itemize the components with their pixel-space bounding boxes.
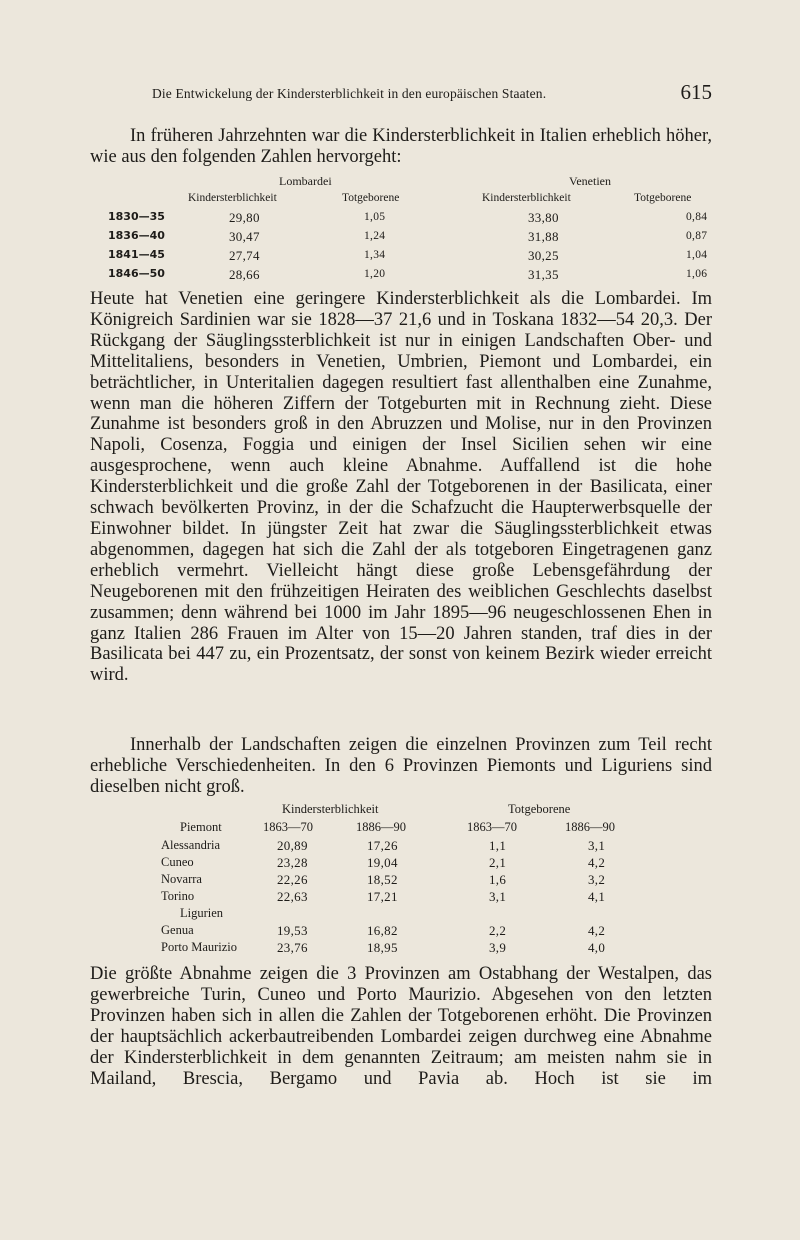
table-column-header: Totgeborene	[342, 192, 400, 204]
table-cell: 0,87	[686, 230, 708, 242]
table-lombardei-venetien	[0, 0, 800, 280]
table-cell: 1,05	[364, 211, 386, 223]
table-cell: 4,2	[588, 855, 606, 870]
table-column-header: 1886—90	[356, 820, 406, 834]
table-column-header: Kindersterblichkeit	[482, 192, 571, 204]
table-row-label: Genua	[161, 923, 194, 937]
table-cell: 4,2	[588, 923, 606, 938]
table-cell: 30,47	[229, 229, 260, 244]
table-cell: 28,66	[229, 267, 260, 282]
table-column-header: 1863—70	[263, 820, 313, 834]
table-cell: 22,26	[277, 872, 308, 887]
table-group-header: Lombardei	[279, 174, 332, 188]
table-column-header: Totgeborene	[634, 192, 692, 204]
table-cell: 1,6	[489, 872, 507, 887]
table-cell: 0,84	[686, 211, 708, 223]
table-group-header: Venetien	[569, 174, 611, 188]
table-cell: 3,2	[588, 872, 606, 887]
table-cell: 17,26	[367, 838, 398, 853]
table-cell: 27,74	[229, 248, 260, 263]
table-row-label: 1830—35	[108, 210, 165, 223]
table-cell: 1,1	[489, 838, 507, 853]
table-group-header: Kindersterblichkeit	[282, 802, 379, 816]
table-row-label: Alessandria	[161, 838, 221, 852]
table-row-label: Porto Maurizio	[161, 940, 238, 954]
table-region-header: Ligurien	[180, 906, 224, 920]
table-cell: 20,89	[277, 838, 308, 853]
table-row-label: 1841—45	[108, 248, 165, 261]
table-row-label: 1836—40	[108, 229, 165, 242]
table-group-header: Totgeborene	[508, 802, 571, 816]
body-paragraph: Heute hat Venetien eine geringere Kindersterblichkeit als die Lombardei. Im Königreich Sardinien war sie 1828—37 21,6 und in Toskana 1832—54 20,3. Der Rückgang der Säuglingssterblichkeit ist nur in einigen Landschaften Ober- und Mittelitaliens, besonders in Venetien, Umbrien, Piemont und Lombardei, ein beträchtlicher, in Unteritalien dagegen resultiert fast allenthalben eine Zunahme, wenn man die höheren Ziffern der Totgeburten mit in Rechnung zieht. Diese Zunahme ist besonders groß in den Abruzzen und Molise, nur in den Provinzen Napoli, Cosenza, Foggia und einigen der Insel Sicilien sehen wir eine ausgesprochene, wenn auch kleine Abnahme. Auffallend ist die hohe Kindersterblichkeit und die große Zahl der Totgeborenen in der Basilicata, einer schwach bevölkerten Provinz, in der die Schafzucht die Haupterwerbsquelle der Einwohner bildet. In jüngster Zeit hat zwar die Säuglingssterblichkeit etwas abgenommen, dagegen hat sich die Zahl der als totgeboren Eingetragenen ganz erheblich vermehrt. Vielleicht hängt diese große Lebensgefährdung der Neugeborenen mit den frühzeitigen Heiraten des weiblichen Geschlechts daselbst zusammen; denn während bei 1000 im Jahr 1895—96 neugeschlossenen Ehen in ganz Italien 286 Frauen im Alter von 15—20 Jahren standen, traf dies in der Basilicata bei 447 zu, ein Prozentsatz, der sonst von keinem Bezirk wieder erreicht wird.	[90, 289, 712, 686]
table-cell: 22,63	[277, 889, 308, 904]
table-cell: 19,53	[277, 923, 308, 938]
table-row-label: Novarra	[161, 872, 202, 886]
table-column-header: 1886—90	[565, 820, 615, 834]
table-column-header: 1863—70	[467, 820, 517, 834]
table-cell: 4,1	[588, 889, 606, 904]
intro-paragraph: In früheren Jahrzehnten war die Kindersterblichkeit in Italien erheblich höher, wie aus den folgenden Zahlen hervorgeht:	[90, 126, 712, 167]
table-cell: 23,28	[277, 855, 308, 870]
table-region-header: Piemont	[180, 820, 222, 834]
table-cell: 19,04	[367, 855, 398, 870]
table-cell: 3,1	[489, 889, 507, 904]
table-cell: 1,20	[364, 268, 386, 280]
body-paragraph: Die größte Abnahme zeigen die 3 Provinzen am Ostabhang der Westalpen, das gewerbreiche Turin, Cuneo und Porto Maurizio. Abgesehen von den letzten Provinzen haben sich in allen die Zahlen der Totgeborenen erhöht. Die Provinzen der hauptsächlich ackerbautreibenden Lombardei zeigen durchweg eine Abnahme der Kindersterblichkeit in dem genannten Zeitraum; am meisten nahm sie in Mailand, Brescia, Bergamo und Pavia ab. Hoch ist sie im	[90, 964, 712, 1089]
table-cell: 17,21	[367, 889, 398, 904]
table-cell: 2,1	[489, 855, 507, 870]
table-row-label: 1846—50	[108, 267, 165, 280]
table-cell: 18,95	[367, 940, 398, 955]
table-cell: 1,24	[364, 230, 386, 242]
table-cell: 16,82	[367, 923, 398, 938]
table-cell: 2,2	[489, 923, 507, 938]
table-cell: 29,80	[229, 210, 260, 225]
table-cell: 1,06	[686, 268, 708, 280]
table-cell: 30,25	[528, 248, 559, 263]
table-cell: 1,04	[686, 249, 708, 261]
table-cell: 31,35	[528, 267, 559, 282]
table-cell: 33,80	[528, 210, 559, 225]
table-cell: 4,0	[588, 940, 606, 955]
table-column-header: Kindersterblichkeit	[188, 192, 277, 204]
table-cell: 23,76	[277, 940, 308, 955]
table-row-label: Cuneo	[161, 855, 194, 869]
page-number: 615	[680, 80, 712, 104]
table-cell: 31,88	[528, 229, 559, 244]
table-cell: 1,34	[364, 249, 386, 261]
body-paragraph: Innerhalb der Landschaften zeigen die einzelnen Provinzen zum Teil recht erhebliche Verschiedenheiten. In den 6 Provinzen Piemonts und Liguriens sind dieselben nicht groß.	[90, 735, 712, 797]
running-title: Die Entwickelung der Kindersterblichkeit in den europäischen Staaten.	[152, 86, 547, 101]
table-cell: 18,52	[367, 872, 398, 887]
table-row-label: Torino	[161, 889, 195, 903]
table-cell: 3,9	[489, 940, 507, 955]
table-cell: 3,1	[588, 838, 606, 853]
